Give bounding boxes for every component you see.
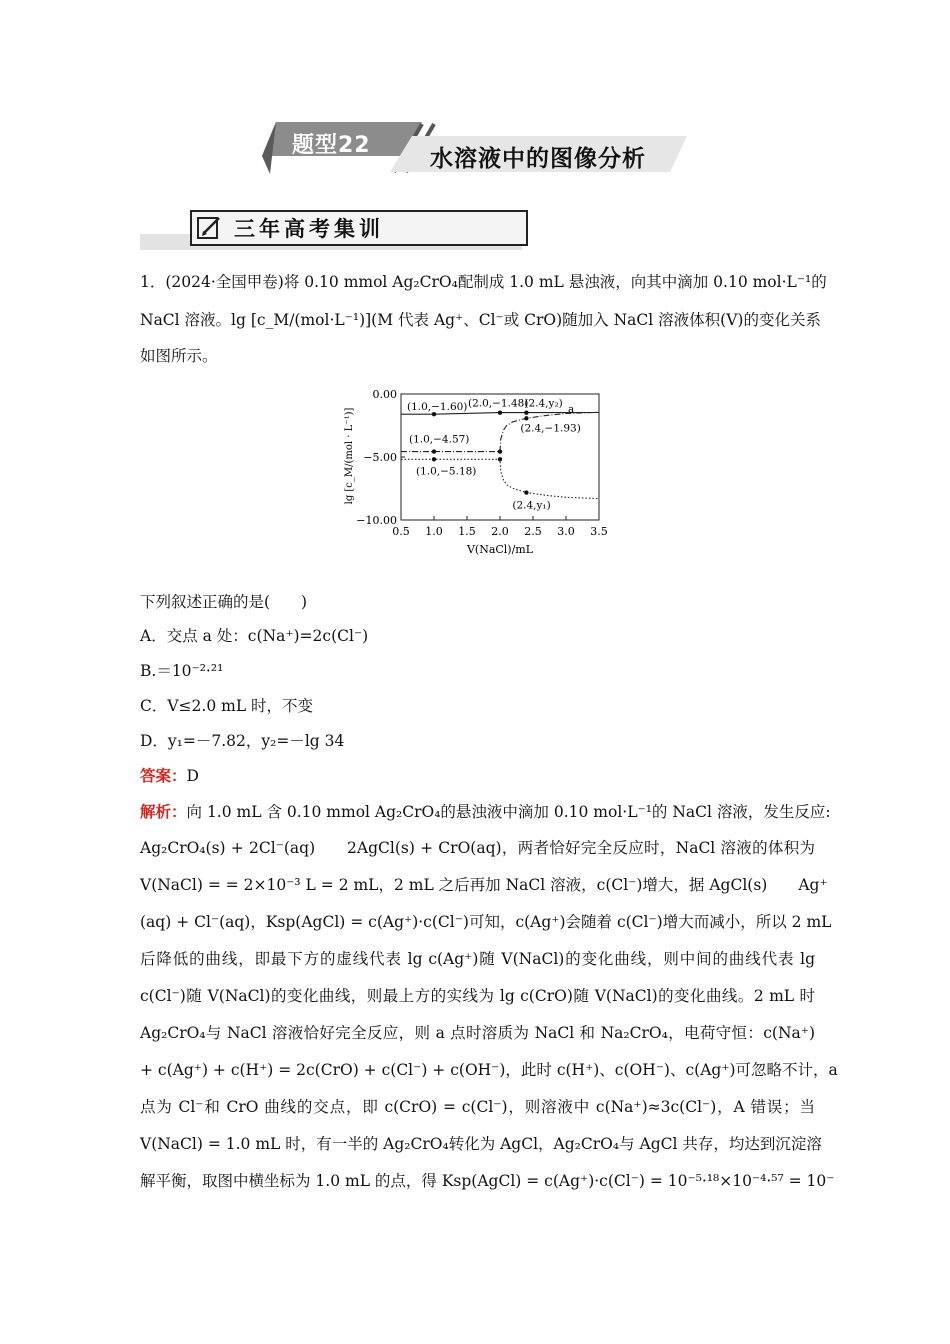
chart-x-label: V(NaCl)/mL (466, 543, 534, 556)
data-point (498, 449, 502, 453)
data-point (524, 410, 528, 414)
x-tick-label: 1.5 (458, 525, 476, 538)
type-title: 水溶液中的图像分析 (430, 146, 646, 172)
data-point-label: (2.0,−1.48) (468, 397, 529, 410)
data-point (498, 410, 502, 414)
data-point (524, 416, 528, 420)
analysis-line-3: V(NaCl) = = 2×10⁻³ L = 2 mL，2 mL 之后再加 NaCl 溶液，c(Cl⁻)增大，据 AgCl(s) Ag⁺ (140, 876, 828, 894)
data-point (524, 490, 528, 494)
question-line-3: 如图所示。 (140, 347, 218, 365)
data-point (432, 457, 436, 461)
analysis-line-5: 后降低的曲线，即最下方的虚线代表 lg c(Ag⁺)随 V(NaCl)的变化曲线，则中间的曲线代表 lg (140, 950, 815, 968)
data-point (432, 449, 436, 453)
x-tick-label: 3.5 (590, 525, 608, 538)
x-tick-label: 2.0 (491, 525, 509, 538)
y-tick-label: −5.00 (363, 451, 397, 464)
analysis-line-6: c(Cl⁻)随 V(NaCl)的变化曲线，则最上方的实线为 lg c(CrO)随 V(NaCl)的变化曲线。2 mL 时 (140, 987, 815, 1005)
question-line-2: NaCl 溶液。lg [c_M/(mol·L⁻¹)](M 代表 Ag⁺、Cl⁻或 CrO)随加入 NaCl 溶液体积(V)的变化关系 (140, 311, 821, 329)
line-chart (340, 382, 620, 560)
analysis-text-1: 向 1.0 mL 含 0.10 mmol Ag₂CrO₄的悬浊液中滴加 0.10 mol·L⁻¹的 NaCl 溶液，发生反应: (186, 803, 831, 821)
option-c: C．V≤2.0 mL 时，不变 (140, 697, 314, 715)
data-point (498, 457, 502, 461)
section-header (140, 208, 522, 252)
data-point-label: (2.4,y₂) (524, 397, 563, 410)
data-point-label: (1.0,−1.60) (407, 401, 468, 414)
data-point-label: (2.4,y₁) (512, 499, 551, 512)
data-point-label: a (568, 403, 575, 416)
analysis-line-7: Ag₂CrO₄与 NaCl 溶液恰好完全反应，则 a 点时溶质为 NaCl 和 Na₂CrO₄，电荷守恒：c(Na⁺) (140, 1024, 815, 1042)
analysis-label: 解析： (140, 802, 187, 821)
option-a: A．交点 a 处：c(Na⁺)=2c(Cl⁻) (140, 627, 369, 645)
analysis-line-2: Ag₂CrO₄(s) + 2Cl⁻(aq) 2AgCl(s) + CrO(aq)，两者恰好完全反应时，NaCl 溶液的体积为 (140, 839, 815, 857)
x-tick-label: 0.5 (392, 525, 410, 538)
analysis-line-8: + c(Ag⁺) + c(H⁺) = 2c(CrO) + c(Cl⁻) + c(OH⁻)，此时 c(H⁺)、c(OH⁻)、c(Ag⁺)可忽略不计，a (140, 1061, 838, 1079)
analysis-line-11: 解平衡，取图中横坐标为 1.0 mL 的点，得 Ksp(AgCl) = c(Ag⁺)·c(Cl⁻) = 10⁻⁵·¹⁸×10⁻⁴·⁵⁷ = 10⁻ (140, 1172, 835, 1190)
option-d: D．y₁=－7.82，y₂=－lg 34 (140, 732, 345, 750)
question-prompt: 下列叙述正确的是( ) (140, 593, 308, 611)
analysis-line-9: 点为 Cl⁻和 CrO 曲线的交点，即 c(CrO) = c(Cl⁻)，则溶液中 c(Na⁺)≈3c(Cl⁻)，A 错误；当 (140, 1098, 815, 1116)
type-banner (262, 122, 702, 178)
pencil-note-icon (196, 215, 222, 241)
data-point-label: (2.4,−1.93) (520, 422, 581, 435)
answer-label: 答案： (140, 766, 187, 785)
answer-line (140, 766, 815, 786)
answer-value: D (186, 767, 199, 785)
analysis-line-4: (aq) + Cl⁻(aq)，Ksp(AgCl) = c(Ag⁺)·c(Cl⁻)可知，c(Ag⁺)会随着 c(Cl⁻)增大而减小，所以 2 mL (140, 913, 832, 931)
analysis-line-1 (140, 802, 831, 822)
chart-svg (340, 382, 620, 560)
y-tick-label: −10.00 (356, 514, 397, 527)
y-tick-label: 0.00 (372, 388, 397, 401)
option-b: B.＝10⁻²·²¹ (140, 662, 224, 680)
data-point-label: (1.0,−4.57) (409, 433, 470, 446)
analysis-line-10: V(NaCl) = 1.0 mL 时，有一半的 Ag₂CrO₄转化为 AgCl，Ag₂CrO₄与 AgCl 共存，均达到沉淀溶 (140, 1135, 822, 1153)
data-point-label: (1.0,−5.18) (416, 465, 477, 478)
x-tick-label: 3.0 (557, 525, 575, 538)
type-number-label: 题型22 (292, 133, 371, 158)
question-line-1: 1．(2024·全国甲卷)将 0.10 mmol Ag₂CrO₄配制成 1.0 mL 悬浊液，向其中滴加 0.10 mol·L⁻¹的 (140, 273, 827, 291)
x-tick-label: 2.5 (524, 525, 542, 538)
chart-y-label: lg [c_M/(mol · L⁻¹)] (344, 407, 355, 505)
x-tick-label: 1.0 (425, 525, 443, 538)
section-title: 三年高考集训 (234, 217, 384, 241)
